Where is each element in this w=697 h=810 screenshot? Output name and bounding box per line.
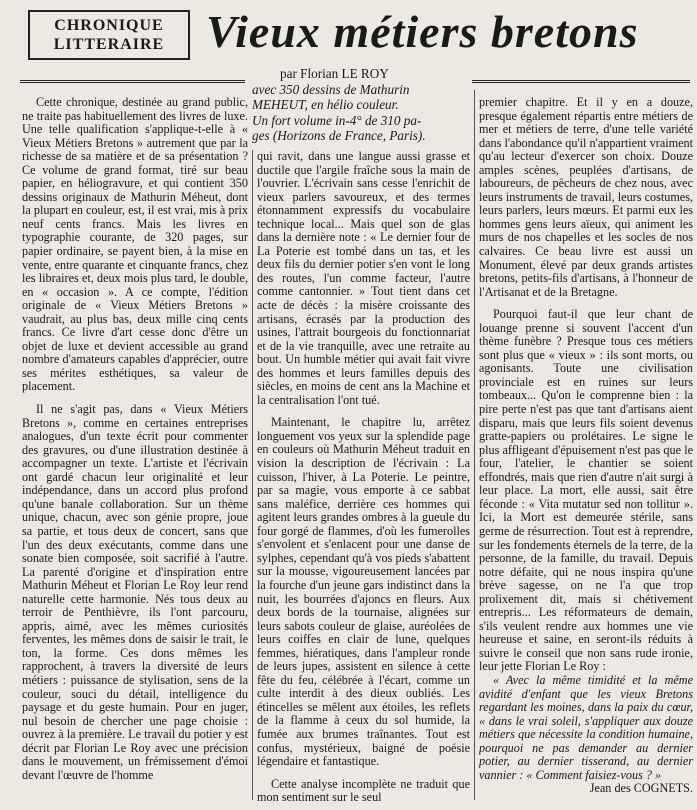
- byline-author: par Florian LE ROY: [280, 66, 389, 81]
- author-signature: Jean des COGNETS.: [589, 781, 693, 796]
- top-rule-left: [20, 80, 245, 83]
- byline-line-2: avec 350 dessins de Mathurin: [252, 81, 410, 97]
- col2-paragraph-1: qui ravit, dans une langue aussi grasse et ductile que l'argile fraîche sous la main de l'ouvrier. L'écrivain sans cesse l'enrichit de vieux parlers savoureux, et des termes étonnamment expressifs du vocabulaire technique local... Mais quel son de glas dans la dernière note : « Le dernier four de La Poterie est tombé dans un tas, et les deux fils du dernier potier s'en vont le long des routes, l'un comme facteur, l'autre comme cantonnier. » Tout tient dans cet acte de décès : la misère croissante des artisans, écrasés par la production des usines, l'attrait bourgeois du fonctionnariat et de la vie tranquille, avec une retraite au bout. Un humble métier qui avait fait vivre des hommes et leurs familles depuis des siècles, en moins de cent ans la Machine et la centralisation l'ont tué.: [257, 149, 470, 407]
- col1-paragraph-2: Il ne s'agit pas, dans « Vieux Métiers Bretons », comme en certaines entreprises analogues, d'un texte écrit pour commenter des gravures, ou d'une illustration destinée à accompagner un texte. L'artiste et l'écrivain ont gardé chacun leur originalité et leur indépendance, dans un accord plus profond qu'une banale collaboration. Sur un thème unique, chacun, avec son génie propre, joue sa partie, et tous deux de concert, sans que l'un des deux exécutants, comme dans une sonate bien composée, soit sacrifié à l'autre. La parenté d'origine et d'inspiration entre Mathurin Méheut et Florian Le Roy leur rend naturelle cette harmonie. Nés tous deux au terroir de Penthièvre, ils l'ont parcouru, appris, aimé, avec les mêmes curiosités ferventes, les mêmes dons de saisir le trait, le ton, la forme. Ces dons mêmes les rapprochent, à travers la diversité de leurs métiers : puissance de stylisation, sens de la couleur, souci du détail, intelligence du paysage et du geste humain. Pour en juger, nul besoin de chercher une page choisie : ouvrez à la première. Le travail du potier y est décrit par Florian Le Roy avec une précision dans le mouvement, un frémissement d'émoi devant l'œuvre de l'homme: [22, 402, 248, 782]
- col3-paragraph-2: Pourquoi faut-il que leur chant de louange prenne si souvent l'accent d'un thème funèbre ? Presque tous ces métiers sont plus que « vieux » : ils sont morts, ou agonisants. Toute une civilisation provinciale est en ruines sur leurs tombeaux... Qu'on le comprenne bien : la pire perte n'est pas que tant d'artisans aient disparu, mais que leurs fils soient devenus gratte-papiers ou prolétaires. Le signe le plus affligeant d'épuisement n'est pas que le four, l'atelier, le chantier se soient effondrés, mais que rien d'autre n'ait surgi à leur place. La mort, elle aussi, sait être féconde : « Vita mutatur sed non tollitur ». Ici, la Mort est demeurée stérile, sans germe de résurrection. Tout est à reprendre, sur les fondements éternels de la terre, de la personne, de la famille, du travail. Depuis notre défaite, qui ne nous inspira qu'une brève sagesse, on ne l'a que trop prolixement dit, mais si chétivement entrepris... Les réformateurs de demain, s'ils veulent rendre aux hommes une vie heureuse et saine, en seront-ils réduits à suivre le conseil que non sans rude ironie, leur jette Florian Le Roy :: [479, 307, 693, 674]
- article-title: Vieux métiers bretons: [206, 6, 639, 57]
- byline-line-5: ges (Horizons de France, Paris).: [252, 128, 426, 143]
- col3-quote: « Avec la même timidité et la même avidité d'enfant que les vieux Bretons regardant les moines, dans la paix du cœur, « dans le vrai soleil, s'appliquer aux douze métiers que nécessite la condition humaine, pourquoi ne pas demander au dernier potier, au dernier tisserand, au dernier vannier : « Comment faisiez-vous ? »: [479, 672, 693, 782]
- top-rule-right: [472, 80, 690, 83]
- column-2: [257, 150, 470, 805]
- column-divider-2: [474, 90, 475, 800]
- byline-line-4: Un fort volume in-4° de 310 pa-: [252, 112, 422, 128]
- column-3: [479, 96, 693, 796]
- byline-line-3: MEHEUT, en hélio couleur.: [252, 97, 399, 112]
- col3-paragraph-1: premier chapitre. Et il y en a douze, presque également répartis entre métiers de mer et métiers de terre, d'une telle variété dans l'abondance qu'il n'appartient vraiment qu'au lecteur d'exercer son choix. Douze amples scènes, peuplées d'artisans, de laboureurs, de pêcheurs de chez nous, avec leurs instruments de travail, leurs costumes, leurs parlers, leurs mœurs. Et parmi eux les hommes gens leurs aïeux, qui animent les murs de nos chapelles et les socles de nos calvaires. Ce beau livre est aussi un Monument, élevé par deux grands artistes bretons, petits-fils d'artisans, à l'honneur de l'Artisanat et de la Bretagne.: [479, 95, 693, 299]
- col2-paragraph-3: Cette analyse incomplète ne traduit que mon sentiment sur le seul: [257, 776, 470, 805]
- col2-paragraph-2: Maintenant, le chapitre lu, arrêtez longuement vos yeux sur la splendide page en couleurs où Mathurin Méheut traduit en vision la description de l'écrivain : La cuisson, l'hiver, à La Poterie. Le peintre, par sa magie, vous emporte à ce sabbat sans maléfice, derrière ces hommes qui agitent leurs grandes ombres à la gueule du four gorgé de flammes, d'où les fumerolles s'envolent et s'enlacent pour une danse de sylphes, cependant qu'à vos pieds s'abattent sur la mousse, vigoureusement lancées par la fourche d'un jeune gars indistinct dans la nuit, les bourrées d'ajoncs en fleurs. Aux deux bords de la tournaise, alignées sur leurs sabots couleur de glaise, auréolées de leurs coiffes en clair de lune, quelques femmes, hiératiques, dans l'ampleur ronde de leurs jupes, assistent en silence à cette fête du feu, célébrée à l'écart, comme un culte interdit à des dieux oubliés. Les étincelles se mêlent aux étoiles, les reflets de la flamme à ceux du sol humide, la fumée aux brumes traînantes. Tout est confus, mystérieux, baigné de poésie légendaire et fantastique.: [257, 415, 470, 769]
- byline: [252, 66, 467, 144]
- column-rubric: [28, 10, 190, 60]
- rubric-line-2: LITTERAIRE: [53, 36, 165, 53]
- rubric-line-1: CHRONIQUE: [54, 17, 164, 34]
- col1-paragraph-1: Cette chronique, destinée au grand public, ne traite pas habituellement des livres de luxe. Une telle qualification s'applique-t-elle à « Vieux Métiers Bretons » autrement que par la richesse de sa matière et de sa présentation ? Ce volume de grand format, tiré sur beau papier, en héliogravure, et qui contient 350 dessins originaux de Mathurin Méheut, dont la plupart en couleur, est, il est vrai, mis à prix neuf cents francs. Mais les livres en typographie courante, de 320 pages, sur papier ordinaire, se payent bien, à la mise en vente, entre quarante et cinquante francs, chez les libraires et, deux mois plus tard, le double, en « occasion ». A ce compte, l'édition originale de « Vieux Métiers Bretons » vaudrait, au plus bas, deux mille cinq cents francs. Ce livre d'art cesse donc d'être un objet de luxe et devient accessible au grand nombre d'amateurs capables d'apprécier, outre ses mérites esthétiques, sa valeur de placement.: [22, 95, 248, 394]
- column-divider-1: [252, 150, 253, 800]
- column-1: [22, 96, 248, 782]
